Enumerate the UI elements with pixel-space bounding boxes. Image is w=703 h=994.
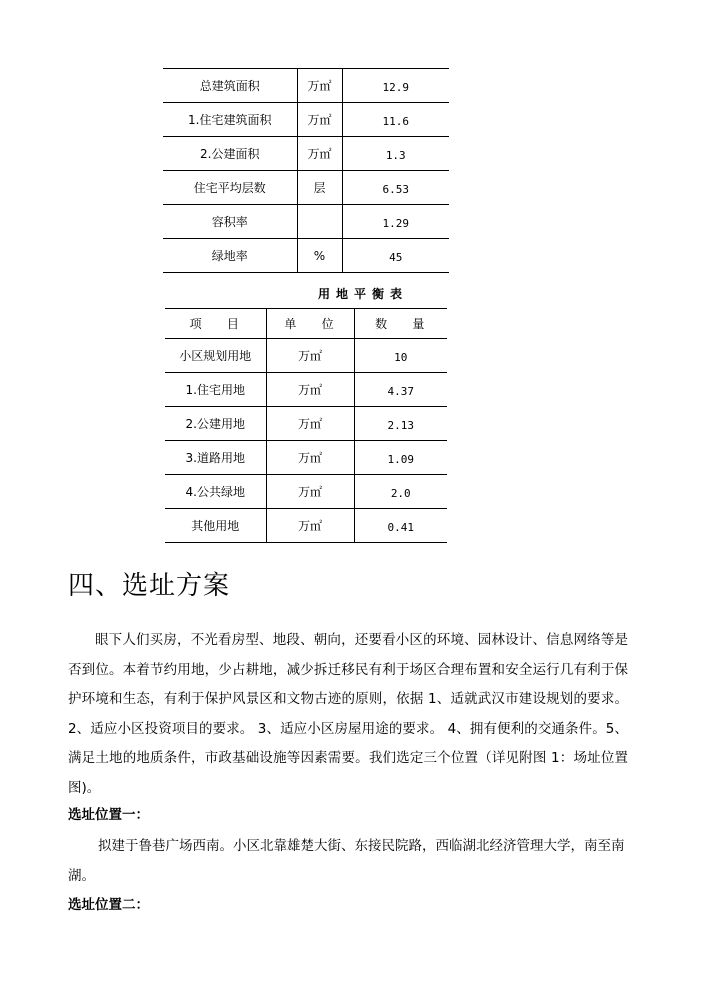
table-row bbox=[165, 339, 447, 373]
row-item: 绿地率 bbox=[163, 239, 297, 273]
table-row bbox=[165, 509, 447, 543]
site-selection-paragraph: 眼下人们买房，不光看房型、地段、朝向，还要看小区的环境、园林设计、信息网络等是否到位。本着节约用地，少占耕地，减少拆迁移民有利于场区合理布置和安全运行几有利于保护环境和生态，有利于保护风景区和文物古迹的原则，依据 1、适就武汉市建设规划的要求。2、适应小区投资项目的要求。 3、适应小区房屋用途的要求。 4、拥有便利的交通条件。5、满足土地的地质条件，市政基础设施等因素需要。我们选定三个位置（详见附图 1：场址位置图)。 bbox=[68, 632, 628, 796]
row-item: 容积率 bbox=[163, 205, 297, 239]
row-value: 2.0 bbox=[354, 475, 447, 509]
row-unit: 万㎡ bbox=[266, 509, 354, 543]
table-row bbox=[163, 69, 449, 103]
row-unit: % bbox=[297, 239, 342, 273]
header-value: 数 量 bbox=[354, 309, 447, 339]
row-value: 10 bbox=[354, 339, 447, 373]
row-unit: 万㎡ bbox=[266, 373, 354, 407]
row-value: 4.37 bbox=[354, 373, 447, 407]
table-row bbox=[165, 407, 447, 441]
row-item: 4.公共绿地 bbox=[165, 475, 266, 509]
row-unit: 万㎡ bbox=[297, 137, 342, 171]
header-item: 项 目 bbox=[165, 309, 266, 339]
row-value: 45 bbox=[342, 239, 449, 273]
row-item: 3.道路用地 bbox=[165, 441, 266, 475]
site-1-description: 拟建于鲁巷广场西南。小区北靠雄楚大街、东接民院路，西临湖北经济管理大学，南至南湖。 bbox=[68, 838, 625, 884]
row-value: 12.9 bbox=[342, 69, 449, 103]
table-row bbox=[163, 103, 449, 137]
table-row bbox=[163, 171, 449, 205]
row-item: 1.住宅建筑面积 bbox=[163, 103, 297, 137]
row-value: 1.09 bbox=[354, 441, 447, 475]
row-value: 6.53 bbox=[342, 171, 449, 205]
table-row bbox=[163, 137, 449, 171]
land-balance-table bbox=[165, 308, 447, 543]
table-row bbox=[163, 205, 449, 239]
row-unit bbox=[297, 205, 342, 239]
row-unit: 万㎡ bbox=[297, 69, 342, 103]
row-unit: 万㎡ bbox=[266, 441, 354, 475]
row-item: 小区规划用地 bbox=[165, 339, 266, 373]
building-stats-table bbox=[163, 68, 449, 273]
row-value: 0.41 bbox=[354, 509, 447, 543]
row-item: 2.公建面积 bbox=[163, 137, 297, 171]
row-value: 1.29 bbox=[342, 205, 449, 239]
site-2-label: 选址位置二： bbox=[68, 897, 149, 913]
row-item: 1.住宅用地 bbox=[165, 373, 266, 407]
row-unit: 万㎡ bbox=[266, 339, 354, 373]
row-value: 1.3 bbox=[342, 137, 449, 171]
row-item: 总建筑面积 bbox=[163, 69, 297, 103]
table-row bbox=[165, 373, 447, 407]
row-unit: 万㎡ bbox=[266, 475, 354, 509]
row-unit: 万㎡ bbox=[297, 103, 342, 137]
row-value: 11.6 bbox=[342, 103, 449, 137]
row-value: 2.13 bbox=[354, 407, 447, 441]
row-unit: 万㎡ bbox=[266, 407, 354, 441]
header-unit: 单 位 bbox=[266, 309, 354, 339]
table-header-row bbox=[165, 309, 447, 339]
table-row bbox=[163, 239, 449, 273]
site-1-label: 选址位置一： bbox=[68, 807, 149, 823]
row-item: 2.公建用地 bbox=[165, 407, 266, 441]
row-item: 其他用地 bbox=[165, 509, 266, 543]
row-item: 住宅平均层数 bbox=[163, 171, 297, 205]
section-heading: 四、选址方案 bbox=[68, 571, 231, 601]
table-row bbox=[165, 441, 447, 475]
land-balance-table-title: 用地平衡表 bbox=[318, 287, 409, 301]
table-row bbox=[165, 475, 447, 509]
row-unit: 层 bbox=[297, 171, 342, 205]
